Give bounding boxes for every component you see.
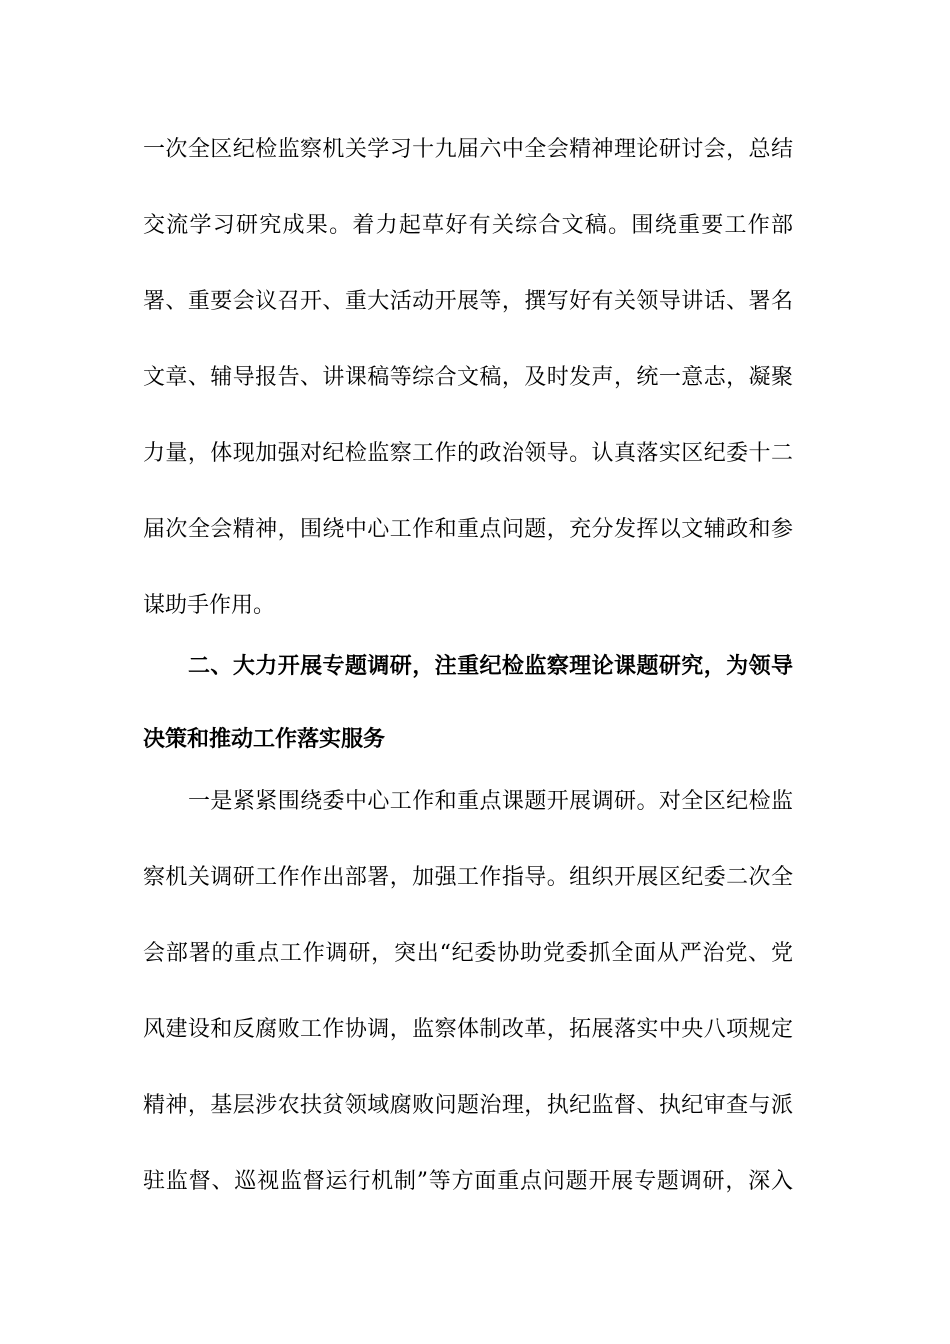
- section-heading-line: 决策和推动工作落实服务: [143, 727, 386, 752]
- paragraph-line: 察机关调研工作作出部署，加强工作指导。组织开展区纪委二次全: [143, 865, 793, 890]
- paragraph-line: 驻监督、巡视监督运行机制”等方面重点问题开展专题调研，深入: [143, 1169, 793, 1194]
- paragraph-line: 交流学习研究成果。着力起草好有关综合文稿。围绕重要工作部: [143, 213, 793, 238]
- paragraph-line: 精神，基层涉农扶贫领域腐败问题治理，执纪监督、执纪审查与派: [143, 1093, 793, 1118]
- paragraph-line: 届次全会精神，围绕中心工作和重点问题，充分发挥以文辅政和参: [143, 517, 793, 542]
- paragraph-line: 一次全区纪检监察机关学习十九届六中全会精神理论研讨会，总结: [143, 137, 793, 162]
- paragraph-line: 署、重要会议召开、重大活动开展等，撰写好有关领导讲话、署名: [143, 289, 793, 314]
- paragraph-line: 风建设和反腐败工作协调，监察体制改革，拓展落实中央八项规定: [143, 1017, 793, 1042]
- paragraph-line: 会部署的重点工作调研，突出“纪委协助党委抓全面从严治党、党: [143, 941, 793, 966]
- paragraph-line: 谋助手作用。: [143, 593, 276, 618]
- paragraph-line: 力量，体现加强对纪检监察工作的政治领导。认真落实区纪委十二: [143, 441, 793, 466]
- section-heading-line: 二、大力开展专题调研，注重纪检监察理论课题研究，为领导: [188, 654, 793, 679]
- paragraph-line: 一是紧紧围绕委中心工作和重点课题开展调研。对全区纪检监: [188, 789, 793, 814]
- paragraph-line: 文章、辅导报告、讲课稿等综合文稿，及时发声，统一意志，凝聚: [143, 365, 793, 390]
